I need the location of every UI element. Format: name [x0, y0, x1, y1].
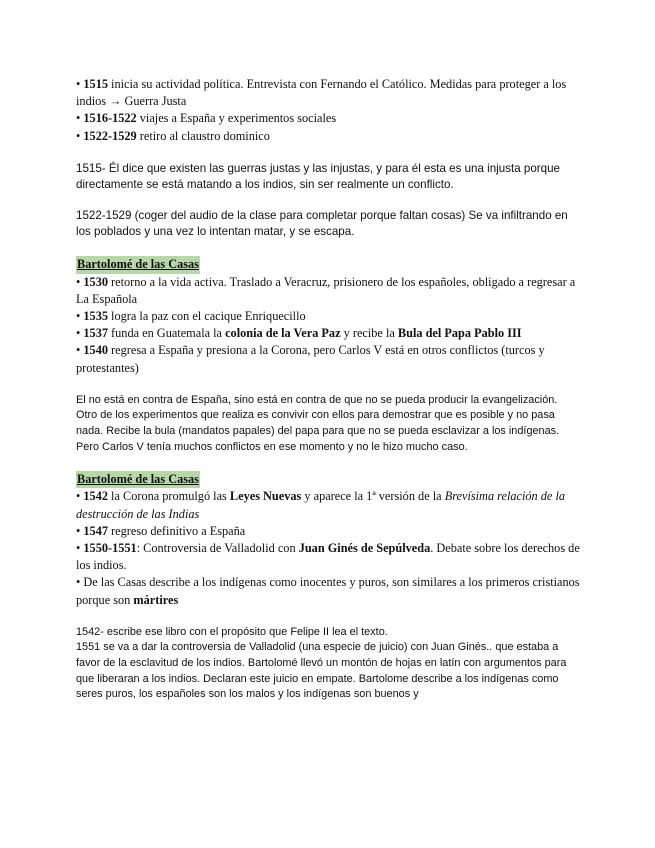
list-item: • 1542 la Corona promulgó las Leyes Nuevas y aparece la 1ª versión de la Brevísima relación de la destrucción de las Indias [76, 489, 566, 521]
list-item: • 1535 logra la paz con el cacique Enriquecillo [76, 309, 306, 324]
list-item: • De las Casas describe a los indígenas como inocentes y puros, son similares a los primeros cristianos porque son mártires [76, 575, 580, 607]
notes-block-2 [76, 393, 581, 455]
note-paragraph: Otro de los experimentos que realiza es convivir con ellos para demostrar que es posible y no pasa nada. Recibe la bula (mandatos papales) del papa para que no se pueda esclavizar a los indígenas. Pero Carlos V tenía muchos conflictos en ese momento y no le hizo mucho caso. [76, 409, 560, 453]
notes-block-1 [76, 161, 581, 241]
document-page [76, 76, 581, 703]
list-item: • 1540 regresa a España y presiona a la Corona, pero Carlos V está en otros conflictos (turcos y protestantes) [76, 343, 545, 375]
note-paragraph: 1515- Él dice que existen las guerras justas y las injustas, y para él esta es una injusta porque directamente se está matando a los indios, sin ser realmente un conflicto. [76, 161, 560, 192]
note-paragraph: 1551 se va a dar la controversia de Valladolid (una especie de juicio) con Juan Ginés.. que estaba a favor de la esclavitud de los indios. Bartolomé llevó un montón de hojas en latín con argumentos para que liberaran a los indios. Declaran este juicio en empate. Bartolome describe a los indígenas como seres puros, los españoles son los malos y los indígenas son buenos y [76, 641, 567, 701]
list-item: • 1522-1529 retiro al claustro dominico [76, 128, 270, 143]
list-item: • 1530 retorno a la vida activa. Traslado a Veracruz, prisionero de los españoles, obligado a regresar a La Española [76, 274, 576, 306]
section-heading: Bartolomé de las Casas [76, 256, 200, 273]
note-paragraph: 1522-1529 (coger del audio de la clase para completar porque faltan cosas) Se va infiltrando en los poblados y una vez lo intentan matar, y se escapa. [76, 208, 568, 239]
timeline-block-3 [76, 471, 581, 609]
timeline-block-1 [76, 76, 581, 145]
timeline-block-2 [76, 256, 581, 376]
list-item: • 1550-1551: Controversia de Valladolid con Juan Ginés de Sepúlveda. Debate sobre los derechos de los indios. [76, 541, 580, 573]
list-item: • 1516-1522 viajes a España y experimentos sociales [76, 111, 337, 126]
section-heading: Bartolomé de las Casas [76, 471, 200, 488]
note-paragraph: 1542- escribe ese libro con el propósito que Felipe II lea el texto. [76, 625, 388, 638]
list-item: • 1537 funda en Guatemala la colonia de la Vera Paz y recibe la Bula del Papa Pablo III [76, 326, 522, 341]
notes-block-3 [76, 625, 581, 703]
note-paragraph: El no está en contra de España, sino está en contra de que no se pueda producir la evangelización. [76, 393, 558, 406]
list-item: • 1547 regreso definitivo a España [76, 523, 246, 538]
list-item: • 1515 inicia su actividad política. Entrevista con Fernando el Católico. Medidas para proteger a los indios → Guerra Justa [76, 77, 567, 109]
